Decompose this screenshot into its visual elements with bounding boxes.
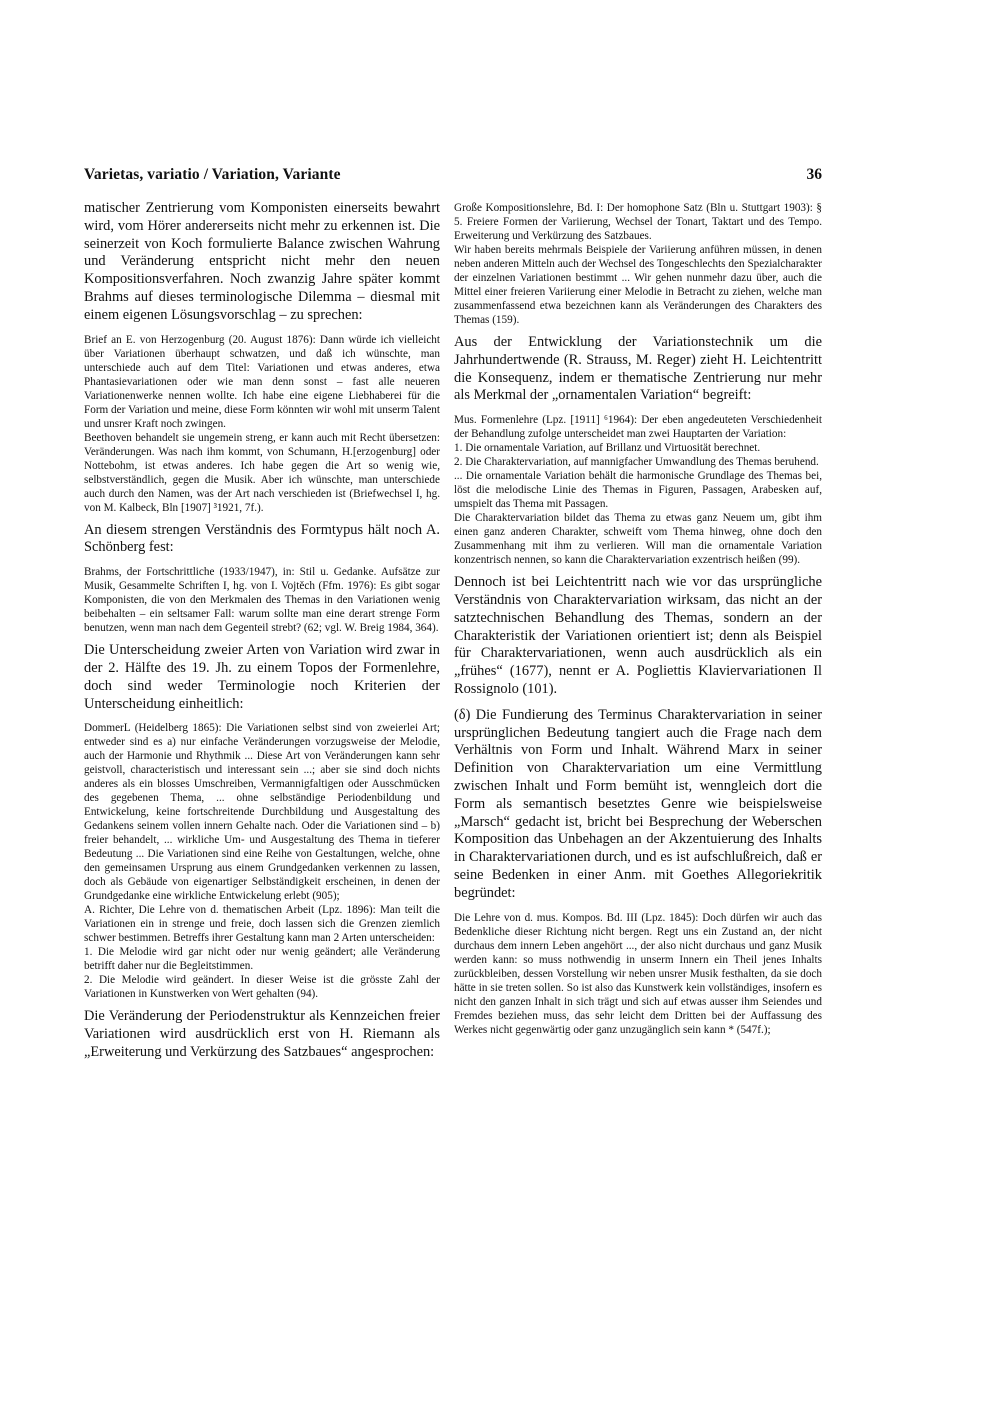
quotation-block <box>454 201 822 327</box>
quotation-paragraph: Mus. Formenlehre (Lpz. [1911] ⁶1964): Der eben angedeuteten Verschiedenheit der Behandlung zufolge unterscheidet man zwei Hauptarten der Variation: <box>454 414 822 441</box>
body-paragraph: (δ) Die Fundierung des Terminus Charaktervariation in seiner ursprünglichen Bedeutung tangiert auch die Frage nach dem Verhältnis von Form und Inhalt. Während Marx in seiner Definition von Charaktervariation um eine Vermittlung zwischen Inhalt und Form bemüht ist, wenngleich dort die Form als semantisch besetztes Genre wie beispielsweise „Marsch“ gedacht ist, bricht bei Besprechung der Weberschen Komposition das Unbehagen an der Akzentuierung des Inhalts in Charaktervariationen durch, und es ist aufschlußreich, daß er seine Bedenken in einer Anm. mit Goethes Allegoriekritik begründet: <box>454 706 822 901</box>
body-paragraph: Die Unterscheidung zweier Arten von Variation wird zwar in der 2. Hälfte des 19. Jh. zu einem Topos der Formenlehre, doch sind weder Terminologie noch Kriterien der Unterscheidung einheitlich: <box>84 642 440 712</box>
quotation-list-item: 1. Die Melodie wird gar nicht oder nur wenig geändert; alle Veränderung betrifft daher nur die Begleitstimmen. <box>84 946 440 973</box>
quotation-paragraph: Die Charaktervariation bildet das Thema zu etwas ganz Neuem um, gibt ihm einen ganz anderen Charakter, schweift vom Thema hinweg, ohne doch den Zusammenhang mit ihm zu verlieren. Will man die ornamentale Variation konzentrisch nennen, so kann die Charaktervariation exzentrisch heißen (99). <box>454 512 822 567</box>
body-paragraph: An diesem strengen Verständnis des Formtypus hält noch A. Schönberg fest: <box>84 521 440 556</box>
page-number: 36 <box>806 166 822 183</box>
quotation-list-item: 2. Die Melodie wird geändert. In dieser Weise ist die grösste Zahl der Variationen in Kunstwerken von Wert gehalten (94). <box>84 974 440 1001</box>
left-column <box>84 200 440 1070</box>
quotation-paragraph: Brahms, der Fortschrittliche (1933/1947), in: Stil u. Gedanke. Aufsätze zur Musik, Gesammelte Schriften I, hg. von I. Vojtěch (Ffm. 1976): Es gibt sogar Komponisten, die von den Merkmalen des Themas in den Variationen wenig beibehalten – ein seltsamer Fall: warum sollte man eine derart strenge Form benutzen, wenn man nach dem Gegenteil strebt? (62; vgl. W. Breig 1984, 364). <box>84 566 440 635</box>
quotation-paragraph: Beethoven behandelt sie ungemein streng, er kann auch mit Recht übersetzen: Veränderungen. Was nach ihm kommt, von Schumann, H.[erzogenburg] oder Nottebohm, ist etwas anderes. Ich habe gegen die Art so wenig wie, selbstverständlich, gegen die Musik. Aber ich wünschte, man unterschiede auch durch den Namen, was der Art nach verschieden ist (Briefwechsel I, hg. von M. Kalbeck, Bln [1907] ³1921, 7f.). <box>84 431 440 514</box>
quotation-list-item: 1. Die ornamentale Variation, auf Brillanz und Virtuosität berechnet. <box>454 442 761 455</box>
quotation-block <box>84 333 440 515</box>
quotation-paragraph: DommerL (Heidelberg 1865): Die Variationen selbst sind von zweierlei Art; entweder sind es a) nur einfache Veränderungen vorzugsweise der Melodie, auch der Harmonie und Rhythmik ... Diese Art von Veränderungen kann sehr geistvoll, characteristisch und interessant sein ...; aber sie sind doch nichts anderes als ein blosses Umschreiben, Vermannigfaltigen oder Ausschmücken des gegebenen Thema, ... ohne selbständige Periodenbildung und Entwickelung, keine fortschreitende Durchbildung und Ausgestaltung des Gedankens seinem vollen innern Gehalte nach. Oder die Variationen sind – b) freier behandelt, ... wirkliche Um- und Ausgestaltung des Thema in tieferer Bedeutung ... Die Variationen sind eine Reihe von Gestaltungen, welche, ohne den gemeinsamen Ursprung aus einem Grundgedanken verkennen zu lassen, doch als Gebäude von eigenartiger Selbständigkeit erscheinen, in denen der Grundgedanke eine wirkliche Entwickelung erlebt (905); <box>84 722 440 903</box>
quotation-block <box>84 565 440 635</box>
quotation-paragraph: Brief an E. von Herzogenburg (20. August 1876): Dann würde ich vielleicht über Variationen überhaupt schwatzen, und daß ich wünschte, man unterschiede auch auf dem Titel: Variationen und etwas anderes, etwa Phantasievariationen oder wie man denn sonst – fast alle neueren Variationenwerke nennen wollte. Ich habe eine eigene Liebhaberei für die Form der Variation und meine, diese Form könnten wir wohl mit unserm Talent und unsrer Kraft noch zwingen. <box>84 333 440 430</box>
running-title: Varietas, variatio / Variation, Variante <box>84 166 341 183</box>
quotation-paragraph: Wir haben bereits mehrmals Beispiele der Variierung anführen müssen, in denen neben anderen Mitteln auch der Wechsel des Tongeschlechts den Spezialcharakter der einzelnen Variationen bestimmt ... Wir gehen nunmehr dazu über, auch die Mittel einer freieren Variierung einer Melodie in Betracht zu ziehen, welche man zusammenfassend etwa bezeichnen kann als Veränderungen des Charakters des Themas (159). <box>454 244 822 326</box>
quotation-list-item: 2. Die Charaktervariation, auf mannigfacher Umwandlung des Themas beruhend. <box>454 456 819 469</box>
quotation-paragraph: Große Kompositionslehre, Bd. I: Der homophone Satz (Bln u. Stuttgart 1903): § 5. Freiere Formen der Variierung, Wechsel der Tonart, Taktart und des Tempo. Erweiterung und Verkürzung des Satzbaues. <box>454 202 822 242</box>
right-column <box>454 200 822 1044</box>
body-paragraph: Aus der Entwicklung der Variationstechnik um die Jahrhundertwende (R. Strauss, M. Reger) zieht H. Leichtentritt die Konsequenz, indem er thematische Zentrierung nur mehr als Merkmal der „ornamentalen Variation“ begreift: <box>454 334 822 404</box>
body-paragraph: Die Veränderung der Periodenstruktur als Kennzeichen freier Variationen wird ausdrücklich erst von H. Riemann als „Erweiterung und Verkürzung des Satzbaues“ angesprochen: <box>84 1008 440 1060</box>
quotation-paragraph: A. Richter, Die Lehre von d. thematischen Arbeit (Lpz. 1896): Man teilt die Variationen ein in strenge und freie, doch lassen sich die Grenzen ziemlich schwer bestimmen. Betreffs ihrer Gestaltung kann man 2 Arten unterscheiden: <box>84 904 440 945</box>
body-paragraph: Dennoch ist bei Leichtentritt nach wie vor das ursprüngliche Verständnis von Charaktervariation wirksam, das nicht an der satztechnischen Behandlung des Themas, sondern an der Charakteristik der Variationen orientiert ist; denn als Beispiel für Charaktervariationen, wenn auch ausdrücklich als ein „frühes“ (1677), nennt er A. Pogliettis Klaviervariationen Il Rossignolo (101). <box>454 574 822 697</box>
quotation-block <box>84 721 440 1001</box>
quotation-block <box>454 911 822 1037</box>
quotation-paragraph: Die Lehre von d. mus. Kompos. Bd. III (Lpz. 1845): Doch dürfen wir auch das Bedenkliche dieser Richtung nicht bergen. Regt uns ein Zustand an, der nicht durchaus dem innern Leben angehört ..., der also nicht durchaus und ganz Musik werden kann: so muss nothwendig in unserm Innern ein Theil jenes Inhalts zurückbleiben, dessen Vorstellung wir neben unsrer Musik festhalten, da sie doch hätte in sie treten sollen. So ist also das Kunstwerk kein vollständiges, insofern es nicht den ganzen Inhalt in sich trägt und sich auf etwas ausser ihm Seiendes und Fremdes beziehen muss, das sehr leicht dem Dritten bei der Auffassung des Werkes nicht gegenwärtig oder ganz unzugänglich sein kann * (547f.); <box>454 911 822 1036</box>
quotation-block <box>454 413 822 567</box>
body-paragraph: matischer Zentrierung vom Komponisten einerseits bewahrt wird, vom Hörer andererseits nicht mehr zu erkennen ist. Die seinerzeit von Koch formulierte Balance zwischen Wahrung und Veränderung entspricht nicht mehr den neuen Kompositionsverfahren. Noch zwanzig Jahre später kommt Brahms auf dieses terminologische Dilemma – diesmal mit einem eigenen Lösungsvorschlag – zu sprechen: <box>84 200 440 323</box>
quotation-paragraph: ... Die ornamentale Variation behält die harmonische Grundlage des Themas bei, löst die melodische Linie des Themas in Figuren, Passagen, Arabesken auf, umspielt das Thema mit Passagen. <box>454 470 822 511</box>
